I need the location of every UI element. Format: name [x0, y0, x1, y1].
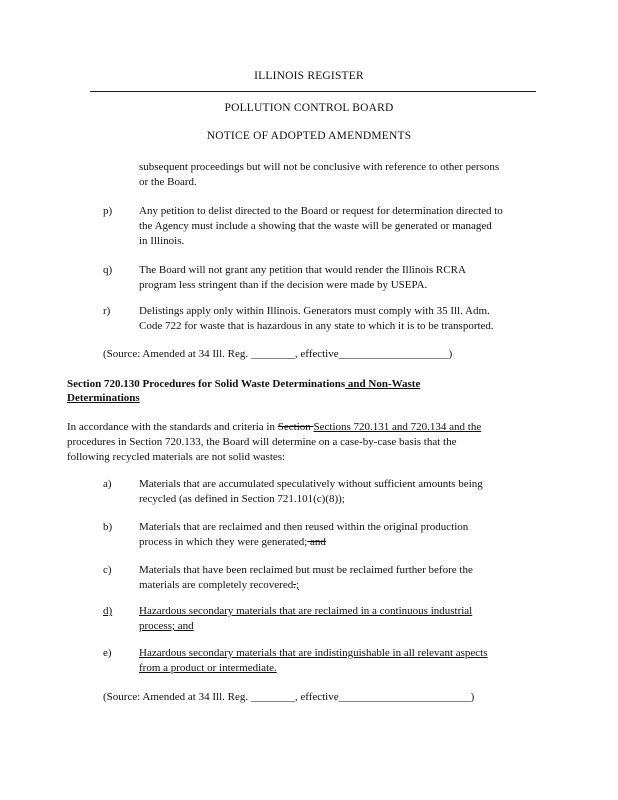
- item-d-line-2: process; and: [139, 620, 194, 632]
- source-note-2: (Source: Amended at 34 Ill. Reg. ________, effective________________________): [103, 691, 475, 703]
- item-c-label: c): [103, 564, 112, 576]
- item-c-line-1: Materials that have been reclaimed but must be reclaimed further before the: [139, 564, 473, 576]
- item-p-label: p): [103, 205, 113, 217]
- item-c-added: ;: [295, 579, 300, 591]
- item-e-line-2: from a product or intermediate.: [139, 662, 277, 674]
- item-p-line-3: in Illinois.: [139, 235, 185, 247]
- item-q-line-1: The Board will not grant any petition that would render the Illinois RCRA: [139, 264, 466, 276]
- source-note-1: (Source: Amended at 34 Ill. Reg. ________, effective____________________): [103, 348, 453, 360]
- item-b-label: b): [103, 521, 113, 533]
- section-title: Section 720.130 Procedures for Solid Waste Determinations: [67, 378, 346, 390]
- notice-title: NOTICE OF ADOPTED AMENDMENTS: [206, 130, 412, 142]
- item-a-line-1: Materials that are accumulated speculatively without sufficient amounts being: [139, 478, 483, 490]
- item-r-line-1: Delistings apply only within Illinois. Generators must comply with 35 Ill. Adm.: [139, 305, 490, 317]
- continuation-line-1: subsequent proceedings but will not be conclusive with reference to other persons: [139, 161, 500, 173]
- intro-struck-text: Section: [277, 421, 314, 433]
- item-c-text: materials are completely recovered: [139, 579, 294, 591]
- intro-text-a: In accordance with the standards and criteria in: [67, 421, 278, 433]
- item-d-label: d): [103, 605, 113, 617]
- item-c-struck: .: [293, 579, 296, 591]
- item-b-text: process in which they were generated;: [139, 536, 308, 548]
- item-b-line-2: [139, 535, 326, 550]
- item-r-line-2: Code 722 for waste that is hazardous in any state to which it is to be transported.: [139, 320, 494, 332]
- item-q-label: q): [103, 264, 113, 276]
- item-d-line-1: Hazardous secondary materials that are reclaimed in a continuous industrial: [139, 605, 473, 617]
- item-a-label: a): [103, 478, 112, 490]
- item-b-line-1: Materials that are reclaimed and then reused within the original production: [139, 521, 469, 533]
- intro-line-2: procedures in Section 720.133, the Board will determine on a case-by-case basis that the: [67, 436, 457, 448]
- item-e-label: e): [103, 647, 112, 659]
- item-q-line-2: program less stringent than if the decision were made by USEPA.: [139, 279, 428, 291]
- section-title-added: and Non-Waste: [345, 378, 421, 390]
- item-e-line-1: Hazardous secondary materials that are indistinguishable in all relevant aspects: [139, 647, 488, 659]
- intro-line-1: [67, 420, 481, 435]
- item-b-struck: and: [307, 536, 326, 548]
- register-title: ILLINOIS REGISTER: [254, 70, 364, 82]
- section-heading-line-2: Determinations: [67, 392, 140, 404]
- intro-line-3: following recycled materials are not solid wastes:: [67, 451, 286, 463]
- continuation-line-2: or the Board.: [139, 176, 197, 188]
- item-p-line-1: Any petition to delist directed to the Board or request for determination directed to: [139, 205, 503, 217]
- header-rule: [90, 91, 536, 92]
- item-r-label: r): [103, 305, 111, 317]
- item-a-line-2: recycled (as defined in Section 721.101(c)(8));: [139, 493, 345, 505]
- section-heading-line-1: [67, 377, 420, 392]
- board-name: POLLUTION CONTROL BOARD: [224, 102, 394, 114]
- intro-added-text: Sections 720.131 and 720.134 and the: [313, 421, 482, 433]
- item-p-line-2: the Agency must include a showing that the waste will be generated or managed: [139, 220, 492, 232]
- item-c-line-2: [139, 578, 299, 593]
